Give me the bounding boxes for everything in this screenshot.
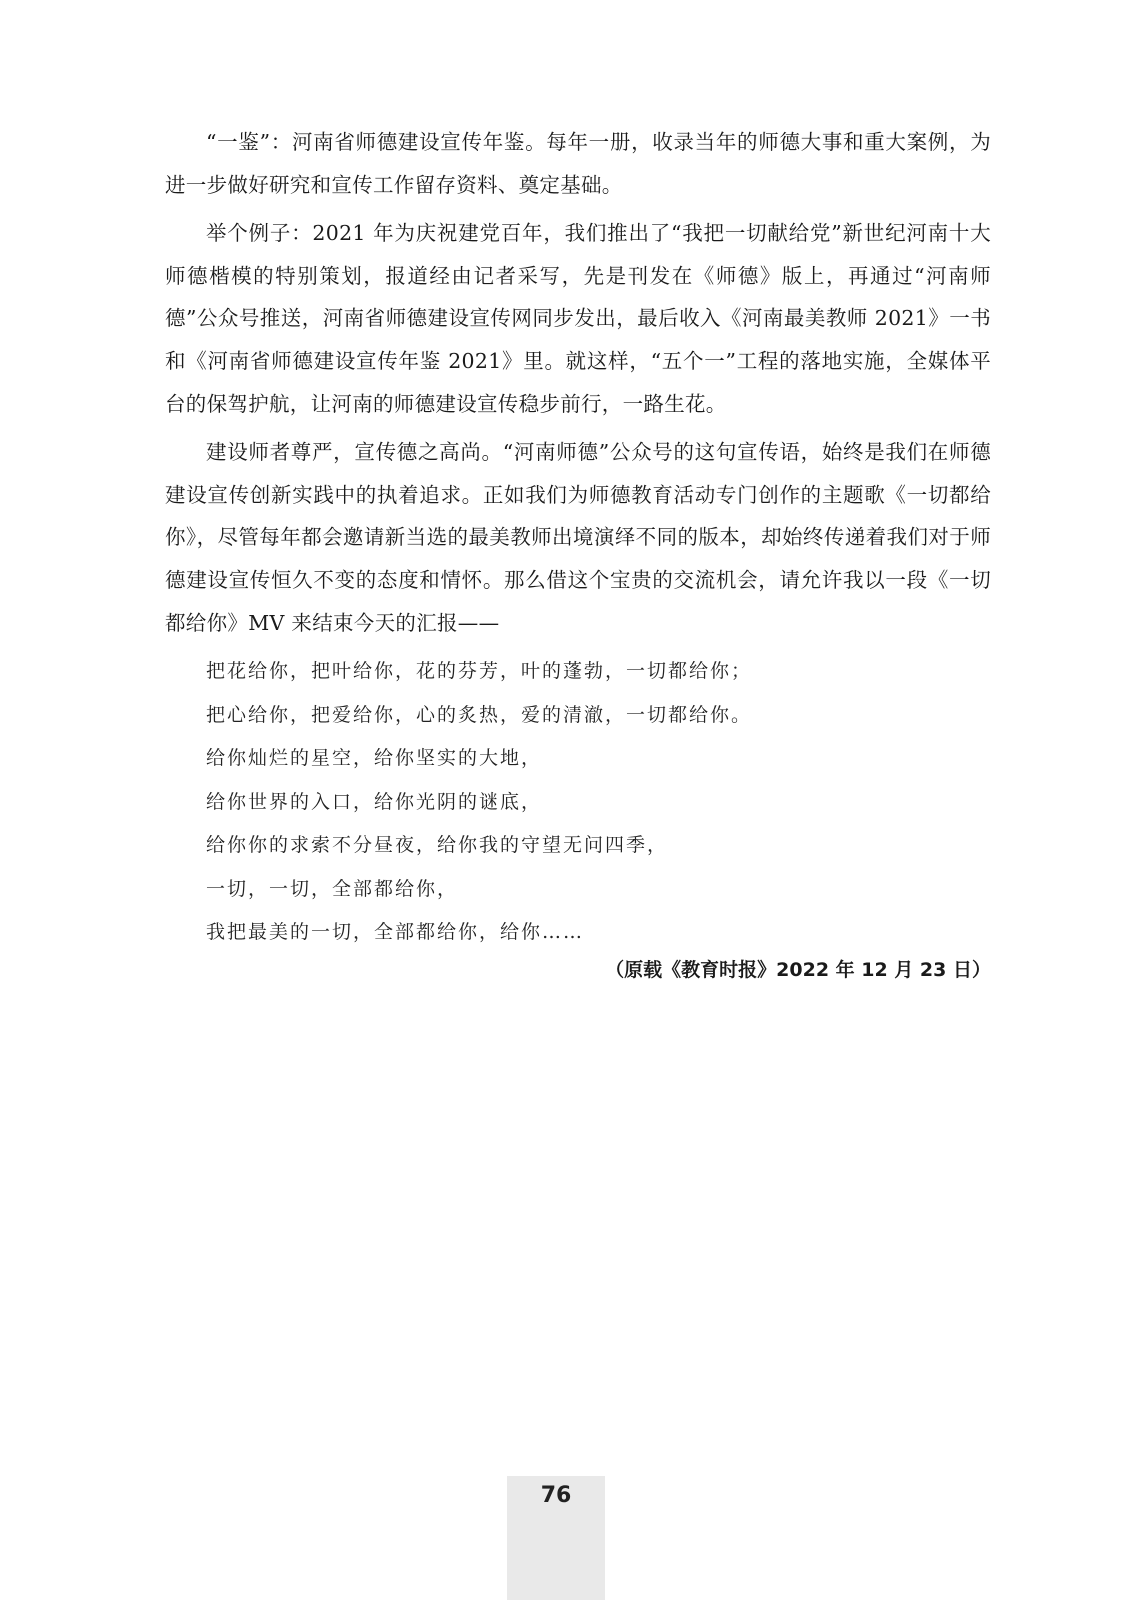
lyric-line: 给你你的求索不分昼夜，给你我的守望无问四季，	[206, 834, 669, 857]
lyric-line: 把花给你，把叶给你，花的芬芳，叶的蓬勃，一切都给你；	[206, 660, 753, 683]
page-number: 76	[540, 1483, 572, 1508]
lyric-line: 把心给你，把爱给你，心的炙热，爱的清澈，一切都给你。	[206, 703, 753, 726]
lyric-line: 一切，一切，全部都给你，	[206, 877, 459, 900]
lyric-line: 我把最美的一切，全部都给你，给你……	[206, 921, 585, 944]
paragraph-conclusion: 建设师者尊严，宣传德之高尚。“河南师德”公众号的这句宣传语，始终是我们在师德建设宣传创新实践中的执着追求。正如我们为师德教育活动专门创作的主题歌《一切都给你》，尽管每年都会邀请新当选的最美教师出境演绎不同的版本，却始终传递着我们对于师德建设宣传恒久不变的态度和情怀。那么借这个宝贵的交流机会，请允许我以一段《一切都给你》MV 来结束今天的汇报——	[165, 440, 991, 635]
paragraph-yearbook: “一鉴”：河南省师德建设宣传年鉴。每年一册，收录当年的师德大事和重大案例，为进一步做好研究和宣传工作留存资料、奠定基础。	[165, 130, 991, 197]
lyric-line: 给你世界的入口，给你光阴的谜底，	[206, 790, 543, 813]
page-number-tab	[507, 1476, 605, 1600]
paragraph-example: 举个例子：2021 年为庆祝建党百年，我们推出了“我把一切献给党”新世纪河南十大师德楷模的特别策划，报道经由记者采写，先是刊发在《师德》版上，再通过“河南师德”公众号推送，河南省师德建设宣传网同步发出，最后收入《河南最美教师 2021》一书和《河南省师德建设宣传年鉴 2021》里。就这样，“五个一”工程的落地实施，全媒体平台的保驾护航，让河南的师德建设宣传稳步前行，一路生花。	[165, 221, 991, 416]
song-lyrics	[165, 650, 991, 955]
article-body	[165, 121, 991, 955]
lyric-line: 给你灿烂的星空，给你坚实的大地，	[206, 747, 543, 770]
source-citation: （原载《教育时报》2022 年 12 月 23 日）	[605, 959, 991, 981]
